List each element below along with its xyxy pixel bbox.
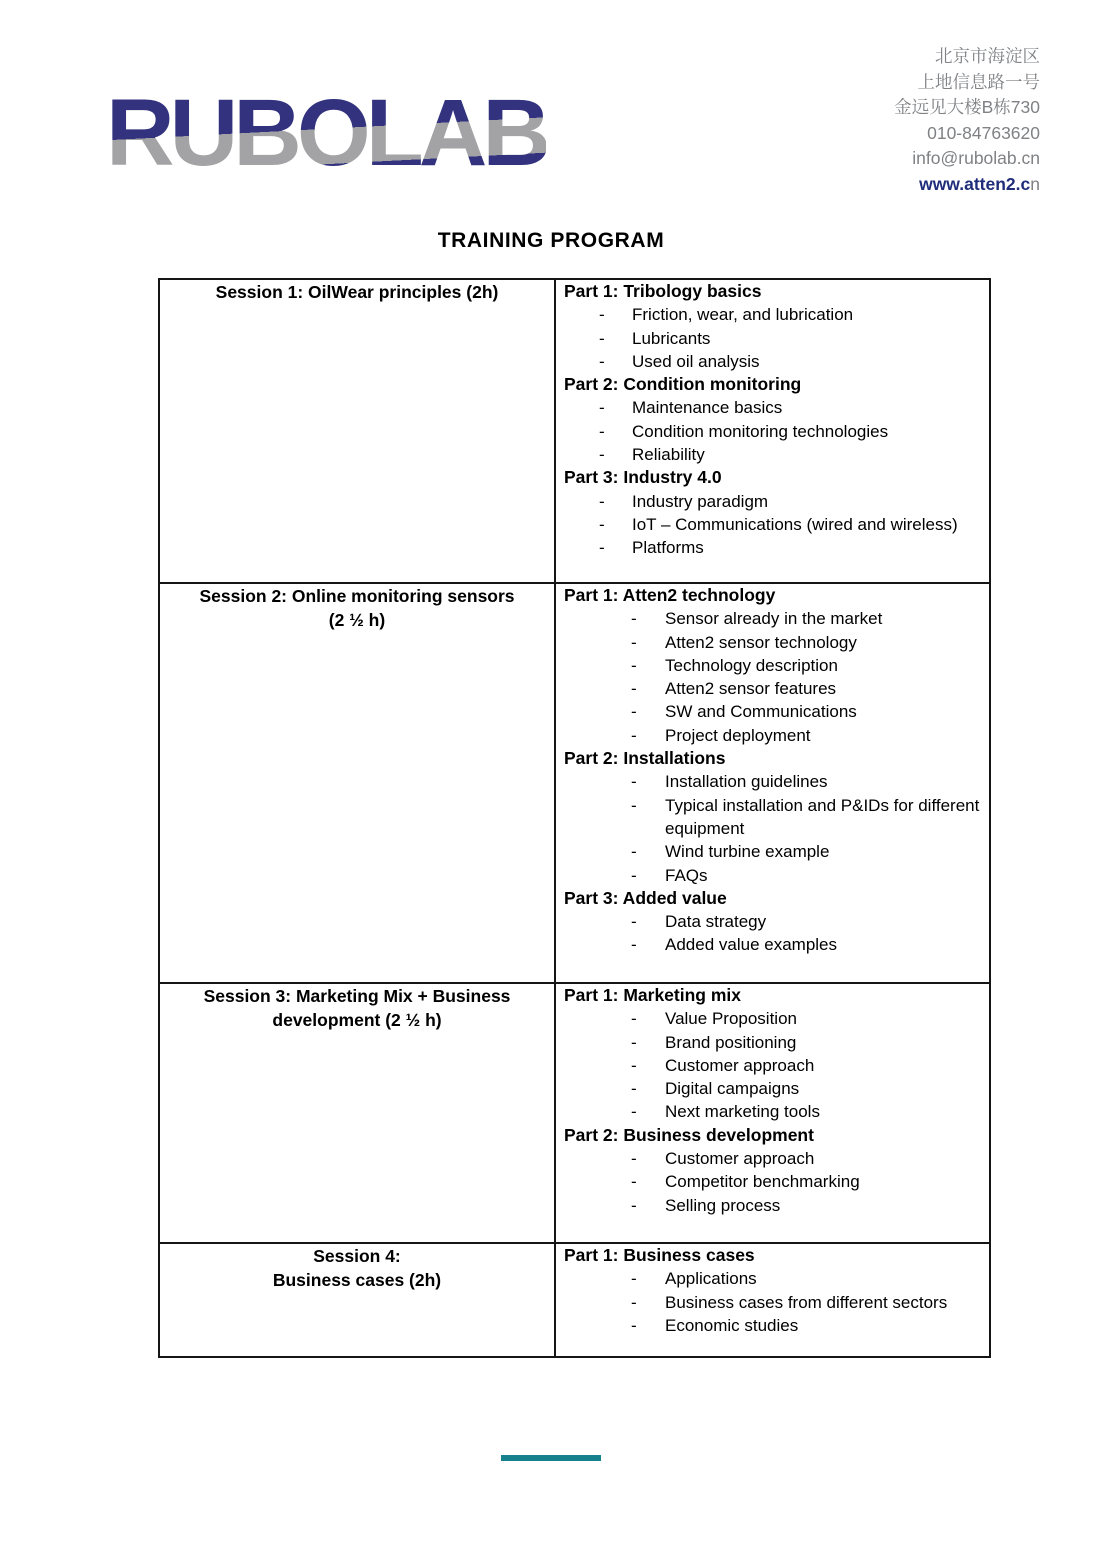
bullet-item <box>599 350 989 373</box>
bullet-text: Customer approach <box>665 1149 815 1169</box>
bullet-text: Lubricants <box>632 328 711 348</box>
address-line-city: 北京市海淀区 <box>935 46 1040 66</box>
bullet-item <box>631 770 989 793</box>
bullet-dash: - <box>631 1055 637 1075</box>
bullet-item <box>599 490 989 513</box>
email-link[interactable]: info@rubolab.cn <box>912 148 1040 168</box>
session-title-line: Session 3: Marketing Mix + Business <box>203 986 511 1006</box>
bullet-dash: - <box>631 632 637 652</box>
bullet-item <box>599 327 989 350</box>
bullet-dash: - <box>631 842 637 862</box>
bullet-dash: - <box>599 538 605 558</box>
bullet-text: Typical installation and P&IDs for different equipment <box>665 795 980 838</box>
bullet-dash: - <box>631 725 637 745</box>
bullet-text: Sensor already in the market <box>665 609 883 629</box>
bullet-dash: - <box>631 1032 637 1052</box>
bullet-text: SW and Communications <box>665 702 857 722</box>
bullet-dash: - <box>631 609 637 629</box>
part-header: Part 1: Business cases <box>564 1245 755 1265</box>
bullet-text: Project deployment <box>665 725 811 745</box>
content-cell <box>555 583 990 983</box>
bullet-text: IoT – Communications (wired and wireless) <box>632 514 958 534</box>
bullet-dash: - <box>599 514 605 534</box>
training-table-body <box>159 279 990 1357</box>
session-cell <box>159 583 555 983</box>
bullet-text: Condition monitoring technologies <box>632 421 889 441</box>
bullet-text: Atten2 sensor features <box>665 679 837 699</box>
bullet-item <box>599 536 989 559</box>
bullet-dash: - <box>599 351 605 371</box>
bullet-text: Used oil analysis <box>632 351 760 371</box>
content-cell <box>555 279 990 583</box>
bullet-item <box>631 1100 989 1123</box>
bullet-dash: - <box>631 1009 637 1029</box>
bullet-item <box>631 1170 989 1193</box>
bullet-text: Added value examples <box>665 935 838 955</box>
bullet-dash: - <box>631 935 637 955</box>
bullet-item <box>631 864 989 887</box>
bullet-text: Applications <box>665 1269 757 1289</box>
footer-divider-bar <box>501 1455 601 1461</box>
bullet-item <box>631 933 989 956</box>
part-header: Part 3: Added value <box>564 887 727 908</box>
page-title: TRAINING PROGRAM <box>437 229 665 252</box>
bullet-item <box>631 1007 989 1030</box>
bullet-dash: - <box>599 421 605 441</box>
phone-number: 010-84763620 <box>927 122 1040 143</box>
bullet-item <box>631 1054 989 1077</box>
part-header: Part 1: Tribology basics <box>564 281 762 301</box>
bullet-item <box>631 607 989 630</box>
content-cell <box>555 983 990 1243</box>
bullet-dash: - <box>631 1079 637 1099</box>
part-header: Part 3: Industry 4.0 <box>564 467 722 488</box>
address-line-building: 金远见大楼B栋730 <box>894 97 1040 117</box>
bullet-text: Platforms <box>632 538 704 558</box>
bullet-item <box>631 700 989 723</box>
part-header: Part 1: Atten2 technology <box>564 585 776 605</box>
website-tail-text: n <box>1030 173 1040 194</box>
bullet-item <box>599 513 989 536</box>
bullet-item <box>599 443 989 466</box>
bullet-item <box>631 1147 989 1170</box>
bullet-dash: - <box>631 702 637 722</box>
table-row <box>159 1243 990 1357</box>
bullet-dash: - <box>631 1292 637 1312</box>
bullet-text: Data strategy <box>665 912 767 932</box>
session-title-line: (2 ½ h) <box>328 610 386 630</box>
part-header: Part 2: Business development <box>564 1124 814 1145</box>
bullet-text: Friction, wear, and lubrication <box>632 305 854 325</box>
bullet-dash: - <box>631 1269 637 1289</box>
bullet-item <box>631 1267 989 1290</box>
bullet-text: FAQs <box>665 865 708 885</box>
bullet-dash: - <box>631 1102 637 1122</box>
bullet-item <box>631 794 989 841</box>
bullet-dash: - <box>599 305 605 325</box>
bullet-dash: - <box>599 328 605 348</box>
bullet-dash: - <box>631 912 637 932</box>
bullet-text: Value Proposition <box>665 1009 797 1029</box>
bullet-text: Next marketing tools <box>665 1102 820 1122</box>
rubolab-logo: RUBOLAB <box>106 80 546 186</box>
bullet-item <box>631 910 989 933</box>
bullet-text: Installation guidelines <box>665 772 828 792</box>
part-header: Part 1: Marketing mix <box>564 985 741 1005</box>
bullet-text: Industry paradigm <box>632 491 769 511</box>
bullet-text: Customer approach <box>665 1055 815 1075</box>
content-cell <box>555 1243 990 1357</box>
bullet-text: Technology description <box>665 655 838 675</box>
bullet-item <box>631 1031 989 1054</box>
session-title-line: Business cases (2h) <box>272 1270 442 1290</box>
bullet-item <box>631 840 989 863</box>
bullet-text: Digital campaigns <box>665 1079 800 1099</box>
bullet-dash: - <box>631 795 637 815</box>
bullet-item <box>631 631 989 654</box>
bullet-text: Economic studies <box>665 1315 799 1335</box>
bullet-text: Competitor benchmarking <box>665 1172 860 1192</box>
bullet-dash: - <box>599 491 605 511</box>
training-program-table <box>158 278 991 1358</box>
session-cell <box>159 1243 555 1357</box>
website-link[interactable] <box>894 172 1040 198</box>
bullet-item <box>631 1291 989 1314</box>
session-title-line: Session 2: Online monitoring sensors <box>199 586 515 606</box>
session-title-line: Session 1: OilWear principles (2h) <box>215 282 499 302</box>
bullet-dash: - <box>631 679 637 699</box>
bullet-item <box>599 420 989 443</box>
bullet-text: Business cases from different sectors <box>665 1292 948 1312</box>
bullet-item <box>631 724 989 747</box>
bullet-item <box>631 654 989 677</box>
bullet-text: Atten2 sensor technology <box>665 632 857 652</box>
session-title-line: development (2 ½ h) <box>272 1010 442 1030</box>
bullet-item <box>631 1314 989 1337</box>
bullet-dash: - <box>631 865 637 885</box>
bullet-item <box>599 396 989 419</box>
bullet-dash: - <box>631 1195 637 1215</box>
bullet-text: Maintenance basics <box>632 398 783 418</box>
bullet-dash: - <box>631 772 637 792</box>
bullet-dash: - <box>599 398 605 418</box>
contact-address-block <box>894 44 1040 197</box>
bullet-dash: - <box>631 1172 637 1192</box>
bullet-text: Reliability <box>632 445 705 465</box>
website-bold-text: www.atten2.c <box>919 173 1031 194</box>
bullet-item <box>631 1077 989 1100</box>
part-header: Part 2: Installations <box>564 748 726 769</box>
bullet-dash: - <box>599 445 605 465</box>
bullet-item <box>631 677 989 700</box>
address-line-street: 上地信息路一号 <box>917 71 1040 92</box>
part-header: Part 2: Condition monitoring <box>564 374 802 395</box>
bullet-item <box>631 1194 989 1217</box>
session-cell <box>159 279 555 583</box>
table-row <box>159 279 990 583</box>
session-title-line: Session 4: <box>313 1246 401 1266</box>
session-cell <box>159 983 555 1243</box>
bullet-text: Brand positioning <box>665 1032 797 1052</box>
bullet-dash: - <box>631 1315 637 1335</box>
bullet-dash: - <box>631 1149 637 1169</box>
bullet-text: Selling process <box>665 1195 781 1215</box>
table-row <box>159 983 990 1243</box>
bullet-item <box>599 303 989 326</box>
bullet-dash: - <box>631 655 637 675</box>
bullet-text: Wind turbine example <box>665 842 830 862</box>
table-row <box>159 583 990 983</box>
